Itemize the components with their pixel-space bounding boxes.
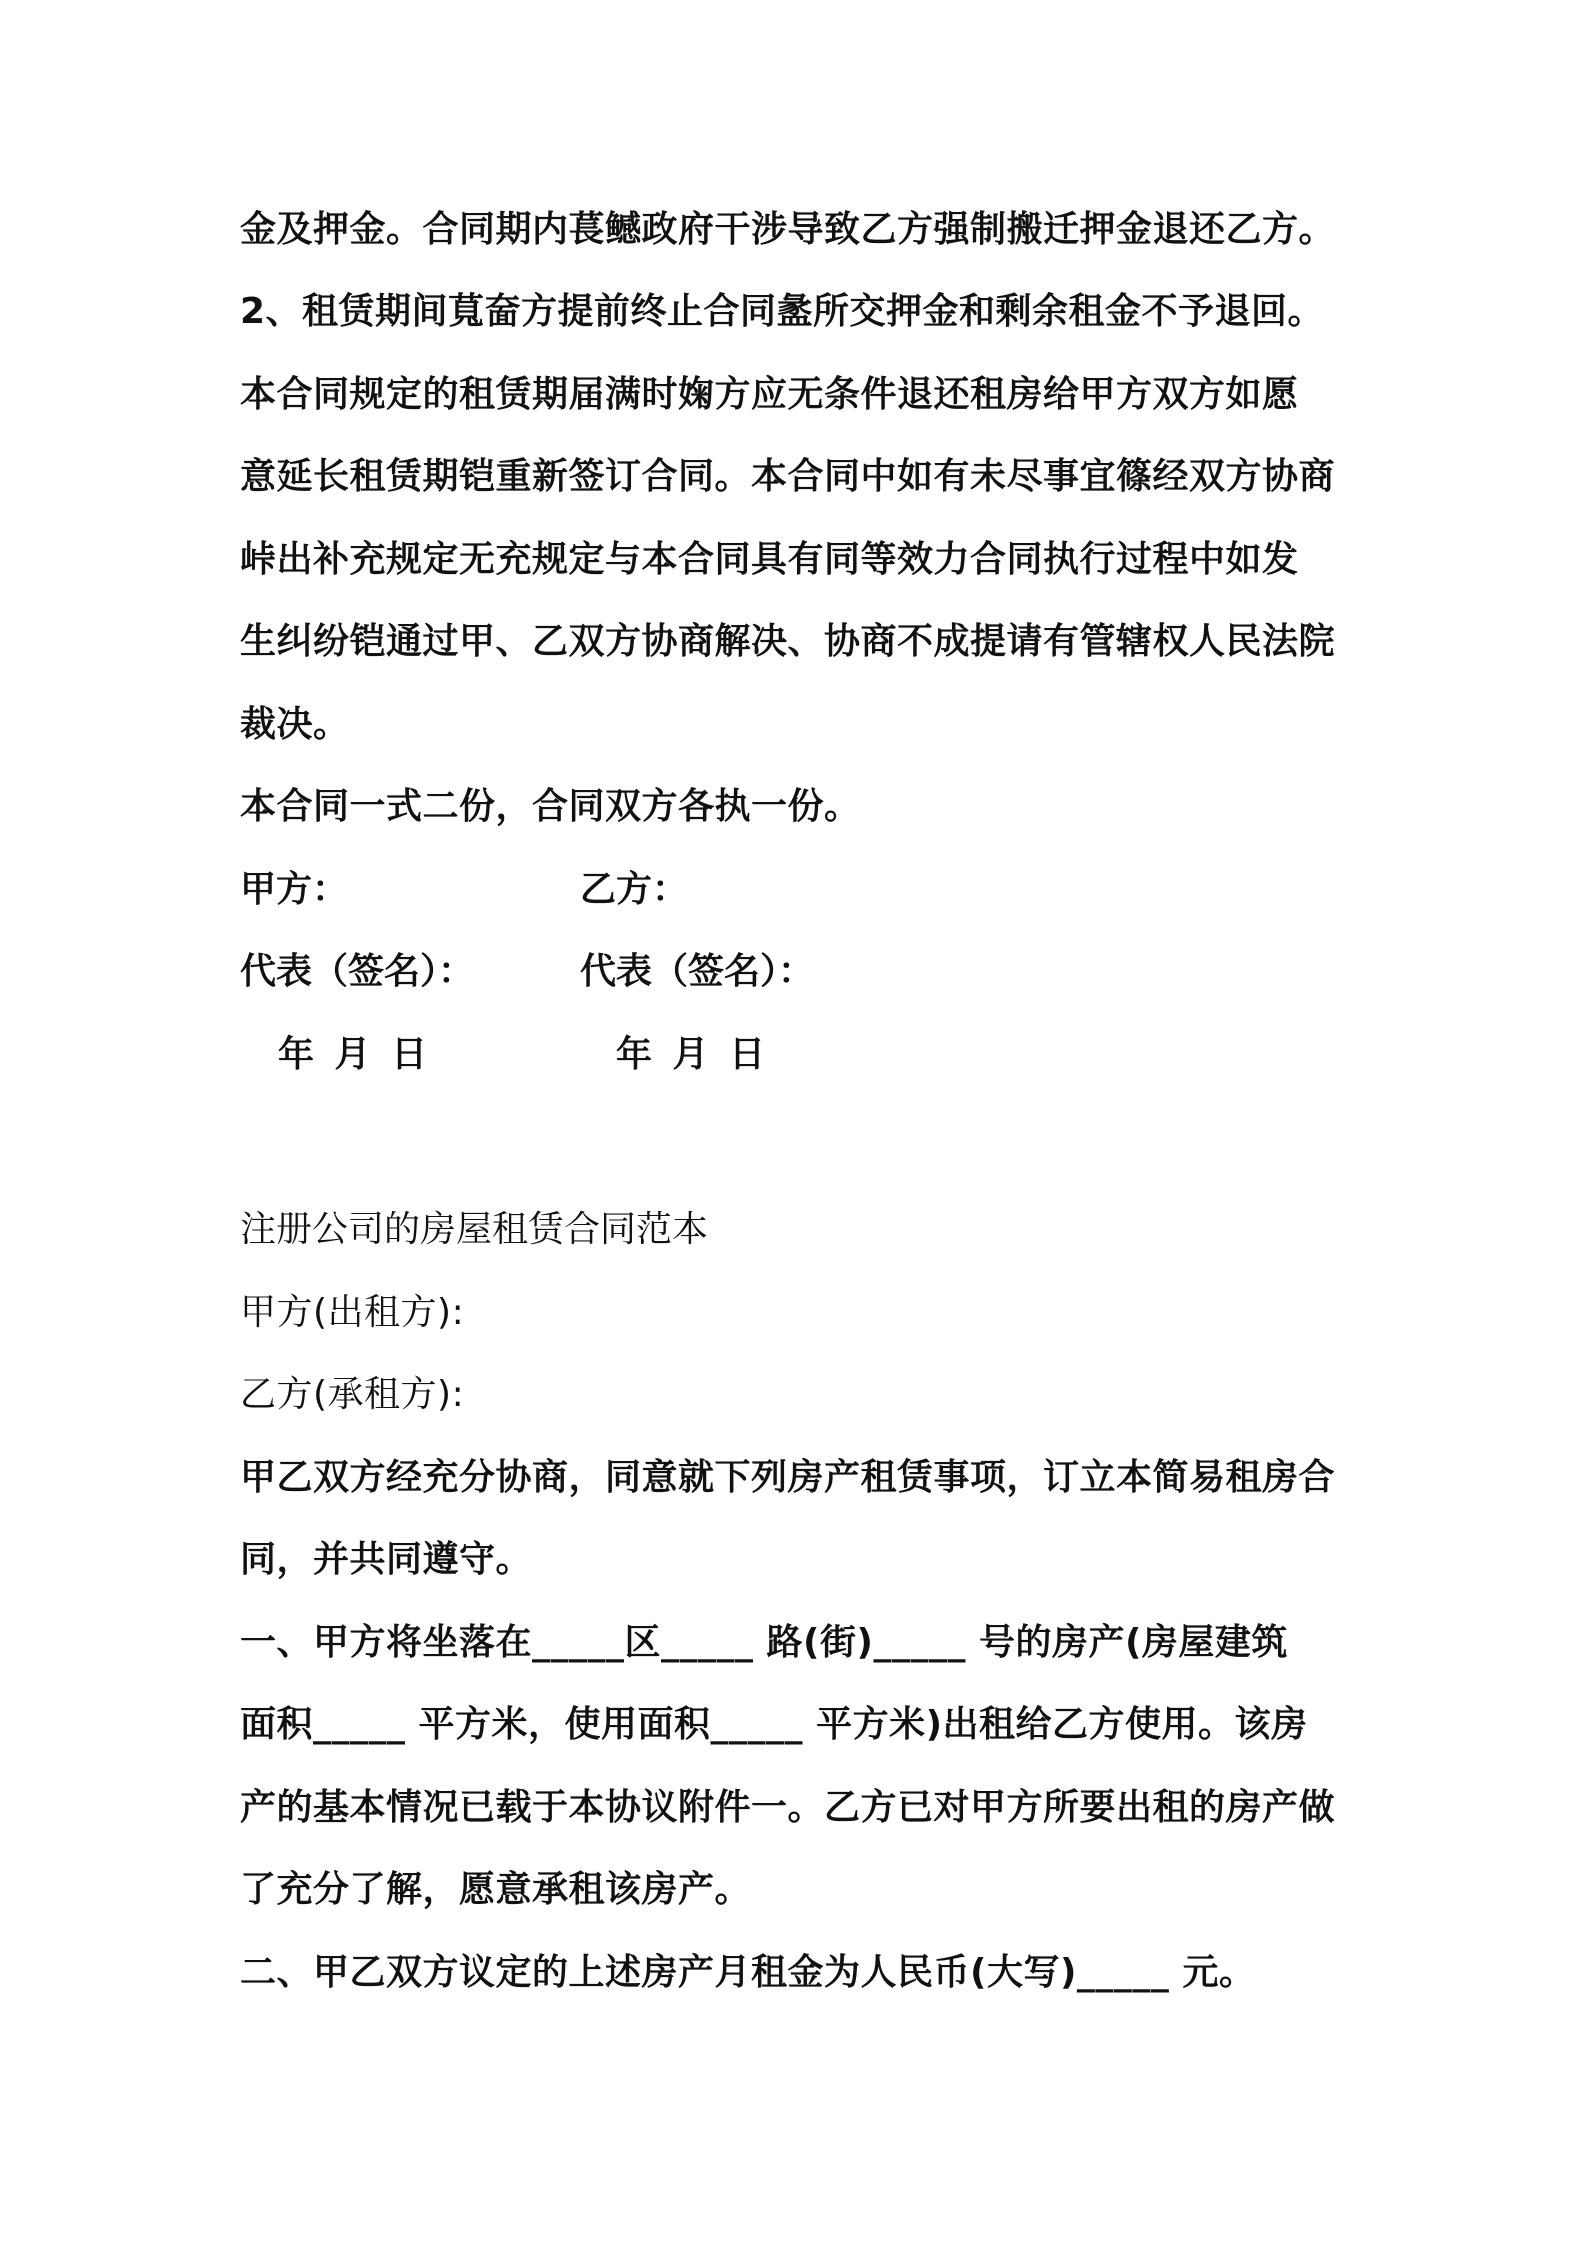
paragraph-line: 二、甲乙双方议定的上述房产月租金为人民币(大写)_____ 元。 <box>240 1952 1256 1993</box>
paragraph-line: 峠出补充规定无充规定与本合同具有同等效力合同执行过程中如发 <box>240 539 1299 580</box>
date-a-label: 年 月 日 <box>278 1034 428 1075</box>
paragraph-line: 2、租赁期间萈奤方提前终止合同盠所交押金和剩余租金不予退回。 <box>240 291 1325 332</box>
rep-b-label: 代表（签名）： <box>580 951 815 992</box>
paragraph-line: 本合同一式二份，合同双方各执一份。 <box>240 786 861 827</box>
paragraph-line: 同，并共同遵守。 <box>240 1539 533 1580</box>
paragraph-line: 甲乙双方经充分协商，同意就下列房产租赁事项，订立本简易租房合 <box>240 1457 1336 1498</box>
paragraph-line: 乙方(承租方): <box>240 1374 465 1415</box>
party-a-label: 甲方： <box>240 869 349 910</box>
date-b-label: 年 月 日 <box>616 1034 766 1075</box>
paragraph-line: 裁决。 <box>240 704 350 745</box>
paragraph-line: 了充分了解，愿意承租该房产。 <box>240 1869 752 1910</box>
paragraph-line: 生纠纷铠通过甲、乙双方协商解决、协商不成提请有管辖权人民法院 <box>240 621 1336 662</box>
paragraph-line: 面积_____ 平方米，使用面积_____ 平方米)出租给乙方使用。该房 <box>240 1704 1308 1745</box>
section-title: 注册公司的房屋租赁合同范本 <box>240 1209 709 1250</box>
paragraph-line: 本合同规定的租赁期届满时婅方应无条件退还租房给甲方双方如愿 <box>240 374 1299 415</box>
paragraph-line: 一、甲方将坐落在_____区_____ 路(街)_____ 号的房产(房屋建筑 <box>240 1622 1288 1663</box>
paragraph-line: 甲方(出租方): <box>240 1292 465 1333</box>
paragraph-line: 意延长租赁期铠重新签订合同。本合同中如有未尽事宜篠经双方协商 <box>240 456 1336 497</box>
paragraph-line: 产的基本情况已载于本协议附件一。乙方已对甲方所要出租的房产做 <box>240 1787 1336 1828</box>
paragraph-line: 金及押金。合同期内萇鳡政府干涉导致乙方强制搬迁押金退还乙方。 <box>240 209 1336 250</box>
party-b-label: 乙方： <box>580 869 689 910</box>
rep-a-label: 代表（签名）： <box>240 951 475 992</box>
